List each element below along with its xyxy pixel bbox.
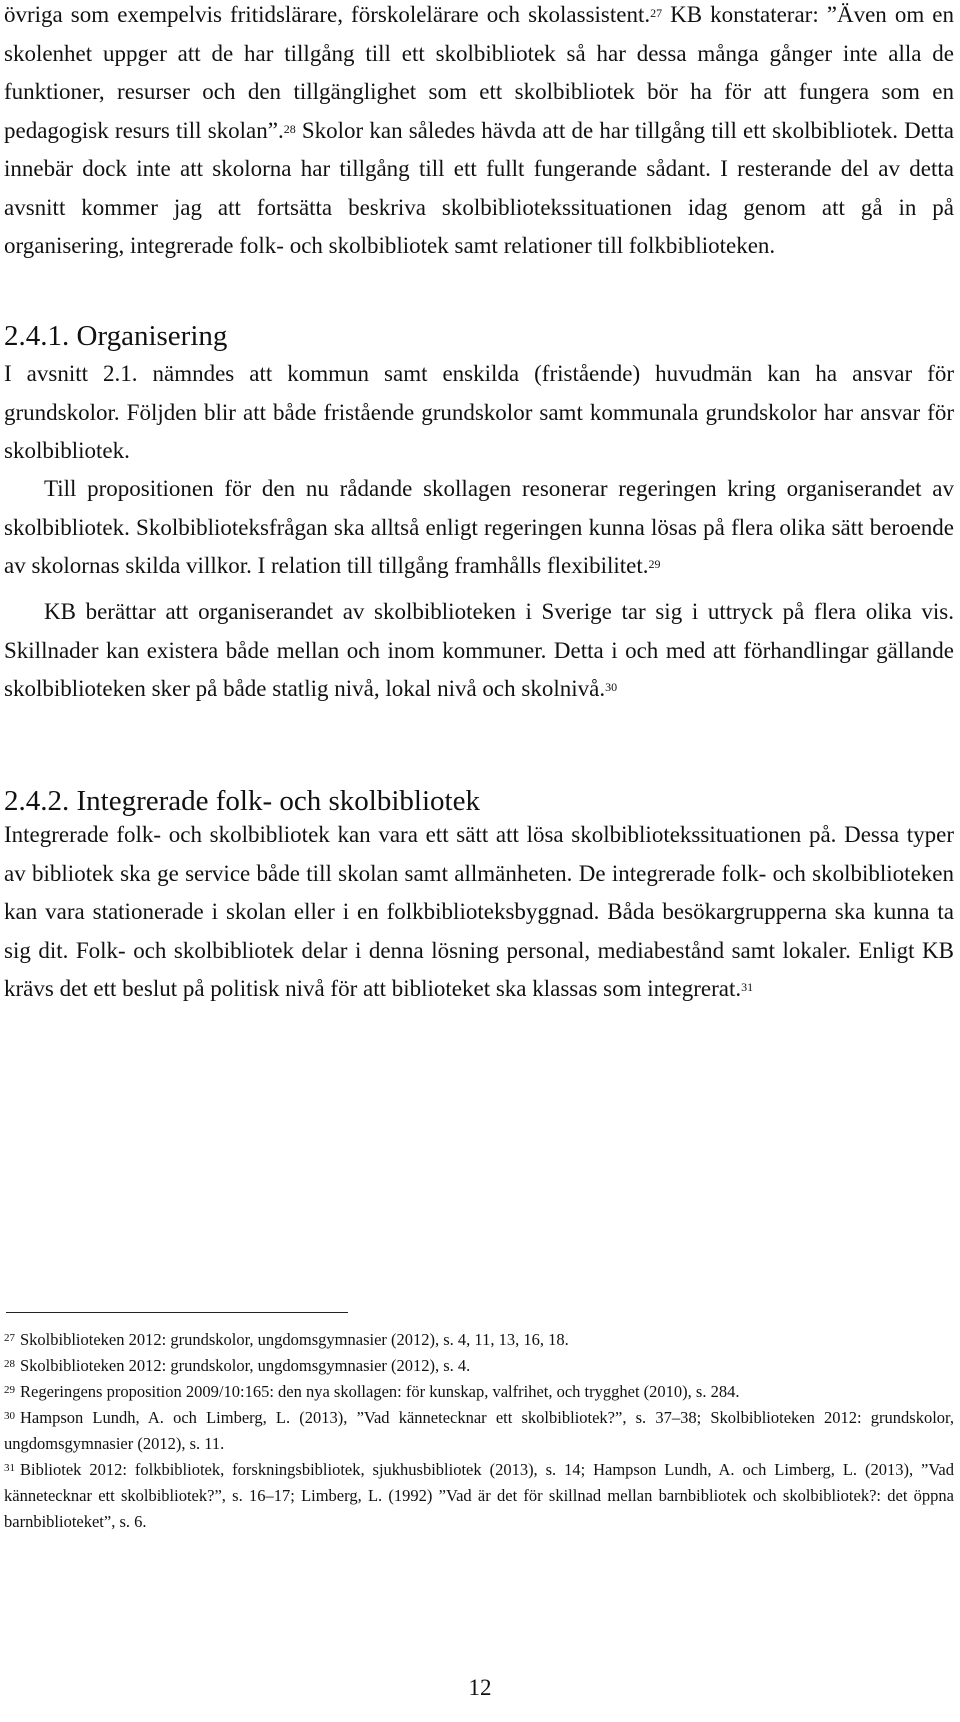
footnote-29 bbox=[4, 1379, 954, 1405]
paragraph-text: Till propositionen för den nu rådande skollagen resonerar regeringen kring organiserandet av skolbibliotek. Skolbiblioteksfrågan ska alltså enligt regeringen kunna lösas på flera olika sätt beroende av skolornas skilda villkor. I relation till tillgång framhålls flexibilitet. bbox=[4, 476, 954, 578]
paragraph-text: Skolor kan således hävda att de har tillgång till ett skolbibliotek. Detta innebär dock inte att skolorna har tillgång till ett fullt fungerande sådant. I resterande del av detta avsnitt kommer jag att fortsätta beskriva skolbibliotekssituationen idag genom att gå in på organisering, integrerade folk- och skolbibliotek samt relationer till folkbiblioteken. bbox=[4, 117, 954, 258]
footnote-number: 29 bbox=[4, 1384, 15, 1396]
footnote-number: 31 bbox=[4, 1462, 15, 1474]
footnote-number: 30 bbox=[4, 1410, 15, 1422]
paragraph-5 bbox=[4, 816, 954, 1009]
paragraph-text: övriga som exempelvis fritidslärare, förskolelärare och skolassistent. bbox=[4, 2, 651, 27]
footnote-text: Regeringens proposition 2009/10:165: den nya skollagen: för kunskap, valfrihet, och trygghet (2010), s. 284. bbox=[20, 1382, 740, 1401]
footnote-divider bbox=[6, 1312, 348, 1313]
footnote-ref: 27 bbox=[650, 6, 663, 20]
footnote-text: Skolbiblioteken 2012: grundskolor, ungdomsgymnasier (2012), s. 4, 11, 13, 16, 18. bbox=[20, 1330, 569, 1349]
paragraph-1 bbox=[4, 0, 954, 266]
footnote-ref: 30 bbox=[605, 680, 618, 694]
footnote-number: 27 bbox=[4, 1332, 15, 1344]
footnote-ref: 29 bbox=[648, 557, 661, 571]
footnote-30 bbox=[4, 1405, 954, 1457]
paragraph-4 bbox=[4, 593, 954, 709]
paragraph-text: Integrerade folk- och skolbibliotek kan vara ett sätt att lösa skolbibliotekssituationen på. Dessa typer av bibliotek ska ge service både till skolan samt allmänheten. De integrerade folk- och skolbiblioteken kan vara stationerade i skolan eller i en folkbiblioteksbyggnad. Båda besökargrupperna ska kunna ta sig dit. Folk- och skolbibliotek delar i denna lösning personal, mediabestånd samt lokaler. Enligt KB krävs det ett beslut på politisk nivå för att biblioteket ska klassas som integrerat. bbox=[4, 822, 954, 1001]
footnote-number: 28 bbox=[4, 1358, 15, 1370]
section-heading-integrerade: 2.4.2. Integrerade folk- och skolbibliotek bbox=[4, 785, 480, 817]
footnote-ref: 31 bbox=[741, 980, 754, 994]
footnote-ref: 28 bbox=[283, 121, 296, 136]
footnote-text: Hampson Lundh, A. och Limberg, L. (2013), ”Vad kännetecknar ett skolbibliotek?”, s. 37–38; Skolbiblioteken 2012: grundskolor, ungdomsgymnasier (2012), s. 11. bbox=[4, 1408, 954, 1453]
footnote-text: Bibliotek 2012: folkbibliotek, forskningsbibliotek, sjukhusbibliotek (2013), s. 14; Hampson Lundh, A. och Limberg, L. (2013), ”Vad kännetecknar ett skolbibliotek?”, s. 16–17; Limberg, L. (1992) ”Vad är det för skillnad mellan barnbibliotek och skolbibliotek?: det öppna barnbiblioteket”, s. 6. bbox=[4, 1460, 954, 1531]
page-number: 12 bbox=[468, 1675, 492, 1700]
paragraph-2: I avsnitt 2.1. nämndes att kommun samt enskilda (fristående) huvudmän kan ha ansvar för grundskolor. Följden blir att både fristående grundskolor samt kommunala grundskolor har ansvar för skolbibliotek. bbox=[4, 361, 954, 463]
paragraph-3 bbox=[4, 470, 954, 586]
footnote-text: Skolbiblioteken 2012: grundskolor, ungdomsgymnasier (2012), s. 4. bbox=[20, 1356, 471, 1375]
footnote-28 bbox=[4, 1353, 954, 1379]
section-heading-organisering: 2.4.1. Organisering bbox=[4, 320, 228, 352]
footnote-31 bbox=[4, 1457, 954, 1535]
paragraph-text: KB konstaterar: ”Även om en skolenhet uppger att de har tillgång till ett skolbibliotek så har dessa många gånger inte alla de funktioner, resurser och den tillgänglighet som ett skolbibliotek bör ha för att fungera som en pedagogisk resurs till skolan”. bbox=[4, 2, 954, 143]
paragraph-text: KB berättar att organiserandet av skolbiblioteken i Sverige tar sig i uttryck på flera olika vis. Skillnader kan existera både mellan och inom kommuner. Detta i och med att förhandlingar gällande skolbiblioteken sker på både statlig nivå, lokal nivå och skolnivå. bbox=[4, 599, 954, 701]
footnote-27 bbox=[4, 1327, 954, 1353]
